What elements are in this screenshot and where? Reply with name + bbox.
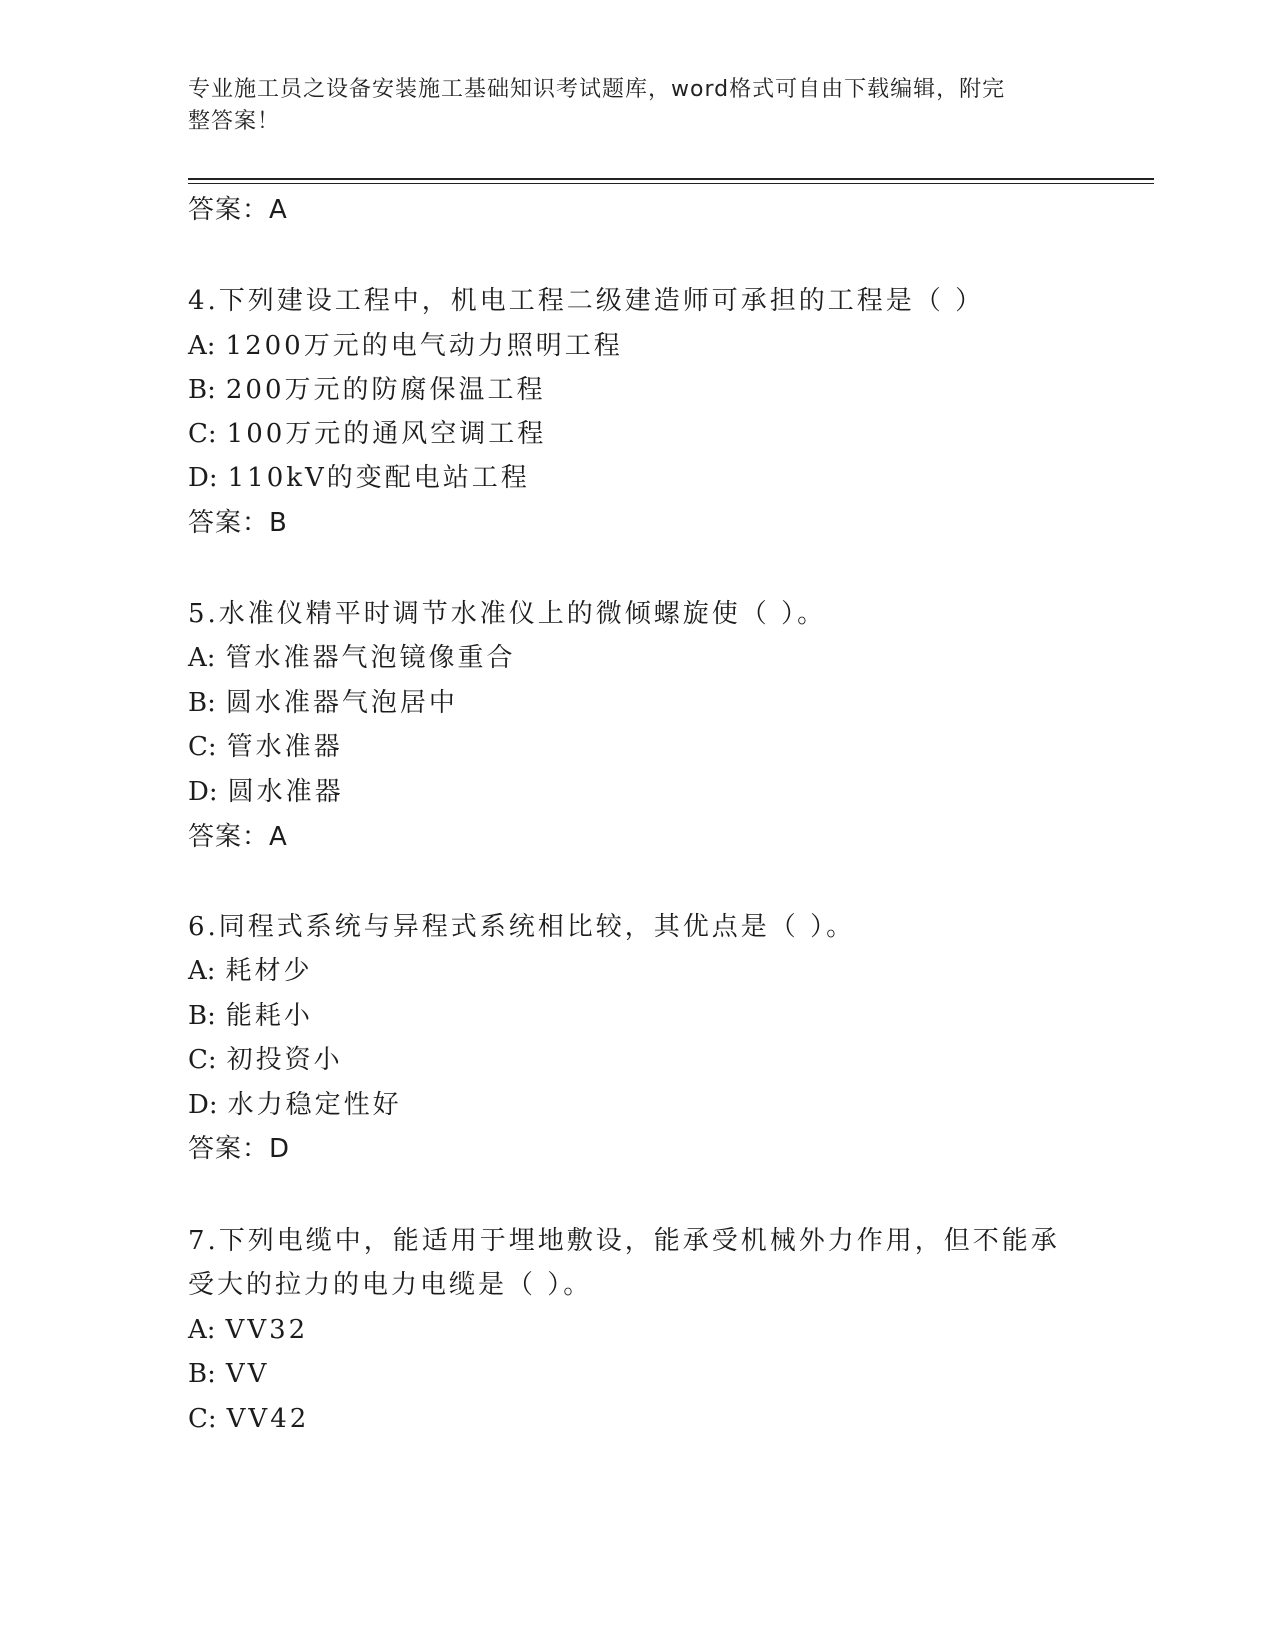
option-key: C: [188, 732, 217, 762]
question-4-stem: 4.下列建设工程中，机电工程二级建造师可承担的工程是（ ） [188, 286, 985, 316]
option-text: 耗材少 [225, 956, 313, 986]
answer-prev: 答案：A [188, 195, 288, 225]
option-key: C: [188, 1045, 217, 1075]
option-text: VV42 [226, 1404, 310, 1434]
question-6-answer: 答案：D [188, 1134, 291, 1164]
question-6-option-a [188, 954, 313, 988]
question-4-answer: 答案：B [188, 508, 288, 538]
option-key: A: [188, 956, 216, 986]
option-text: VV [225, 1359, 270, 1389]
option-key: C: [188, 419, 217, 449]
option-text: 圆水准器气泡居中 [225, 688, 458, 718]
question-5-option-d [188, 775, 344, 809]
question-7-option-b [188, 1357, 269, 1391]
question-4-option-b [188, 373, 546, 407]
option-text: 能耗小 [225, 1001, 313, 1031]
option-key: D: [188, 1090, 218, 1120]
header-line-2: 整答案！ [188, 109, 281, 134]
option-text: 圆水准器 [227, 777, 344, 807]
question-4-option-a [188, 329, 623, 363]
option-key: A: [188, 1315, 216, 1345]
question-5-stem: 5.水准仪精平时调节水准仪上的微倾螺旋使（ ）。 [188, 599, 827, 629]
document-header [188, 74, 1068, 138]
question-4-option-c [188, 417, 546, 451]
question-4-option-d [188, 461, 530, 495]
option-key: D: [188, 463, 218, 493]
question-5-option-c [188, 730, 343, 764]
option-text: 水力稳定性好 [227, 1090, 402, 1120]
option-text: VV32 [225, 1315, 309, 1345]
option-text: 200万元的防腐保温工程 [225, 375, 546, 405]
question-7-stem-line-1: 7.下列电缆中，能适用于埋地敷设，能承受机械外力作用，但不能承 [188, 1226, 1060, 1256]
option-text: 100万元的通风空调工程 [226, 419, 547, 449]
question-5-option-a [188, 641, 516, 675]
question-7-stem-line-2: 受大的拉力的电力电缆是（ ）。 [188, 1270, 593, 1300]
option-key: B: [188, 375, 216, 405]
header-line-1: 专业施工员之设备安装施工基础知识考试题库，word格式可自由下载编辑，附完 [188, 77, 1006, 102]
question-7-option-c [188, 1402, 309, 1436]
question-6-option-d [188, 1088, 402, 1122]
option-text: 管水准器气泡镜像重合 [225, 643, 516, 673]
option-key: A: [188, 331, 216, 361]
option-key: D: [188, 777, 218, 807]
question-6-option-c [188, 1043, 343, 1077]
question-5-answer: 答案：A [188, 822, 288, 852]
question-6-option-b [188, 999, 313, 1033]
option-key: B: [188, 688, 216, 718]
question-6-stem: 6.同程式系统与异程式系统相比较，其优点是（ ）。 [188, 912, 856, 942]
header-divider-thick [188, 178, 1154, 180]
option-key: A: [188, 643, 216, 673]
option-text: 1200万元的电气动力照明工程 [225, 331, 623, 361]
question-5-option-b [188, 686, 458, 720]
option-text: 初投资小 [226, 1045, 343, 1075]
header-divider-thin [188, 183, 1154, 184]
option-key: B: [188, 1001, 216, 1031]
option-text: 110kV的变配电站工程 [227, 463, 530, 493]
option-text: 管水准器 [226, 732, 343, 762]
question-7-option-a [188, 1313, 308, 1347]
option-key: C: [188, 1404, 217, 1434]
option-key: B: [188, 1359, 216, 1389]
